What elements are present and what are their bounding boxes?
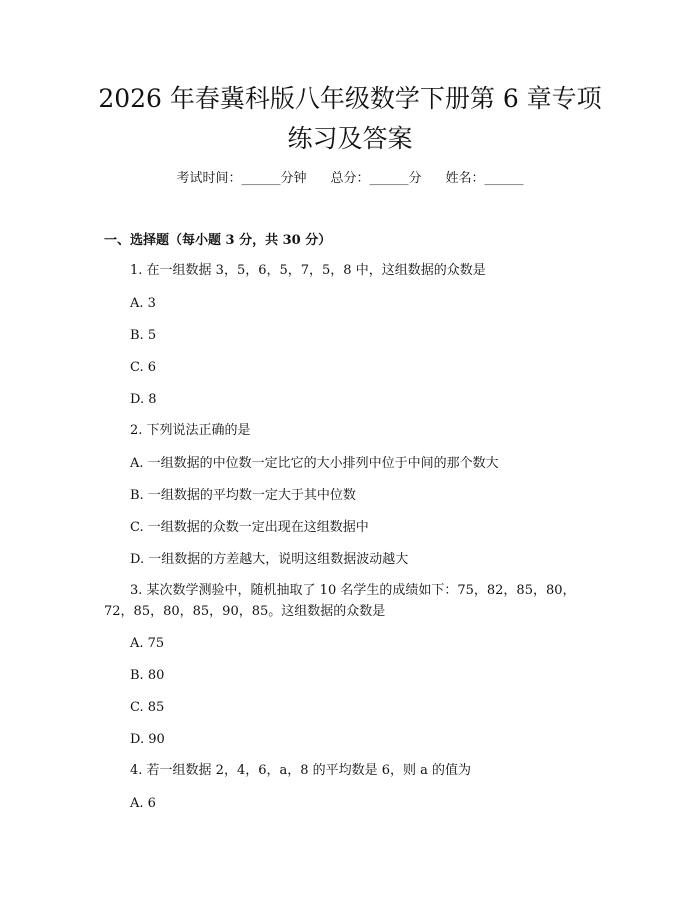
- exam-info: [0, 169, 700, 189]
- question-1-option-c: C. 6: [130, 360, 157, 375]
- question-4-option-a: A. 6: [130, 796, 156, 811]
- question-2-option-b: B. 一组数据的平均数一定大于其中位数: [130, 488, 356, 503]
- question-3-stem-line-1: 3. 某次数学测验中，随机抽取了 10 名学生的成绩如下：75，82，85，80，: [130, 583, 576, 598]
- question-3-option-b: B. 80: [130, 668, 165, 683]
- question-3-option-c: C. 85: [130, 700, 165, 715]
- question-2-option-d: D. 一组数据的方差越大，说明这组数据波动越大: [130, 552, 409, 567]
- question-1-option-d: D. 8: [130, 392, 157, 407]
- question-1-stem: 1. 在一组数据 3，5，6，5，7，5，8 中，这组数据的众数是: [130, 263, 486, 278]
- question-2-option-c: C. 一组数据的众数一定出现在这组数据中: [130, 520, 369, 535]
- question-3-option-a: A. 75: [130, 636, 165, 651]
- question-2-option-a: A. 一组数据的中位数一定比它的大小排列中位于中间的那个数大: [130, 456, 499, 471]
- document-title-line-2: 练习及答案: [287, 124, 413, 153]
- question-1-option-b: B. 5: [130, 328, 157, 343]
- section-title: 一、选择题（每小题 3 分，共 30 分）: [104, 233, 332, 248]
- question-3-stem-line-2: 72，85，80，85，90，85。这组数据的众数是: [104, 604, 386, 619]
- question-1-option-a: A. 3: [130, 296, 156, 311]
- question-4-stem: 4. 若一组数据 2，4，6，a，8 的平均数是 6，则 a 的值为: [130, 763, 472, 778]
- question-3-option-d: D. 90: [130, 732, 165, 747]
- total-score-field: 总分：______分: [330, 171, 422, 186]
- question-2-stem: 2. 下列说法正确的是: [130, 423, 251, 438]
- student-name-field: 姓名：______: [445, 171, 524, 186]
- exam-time-field: 考试时间：______分钟: [176, 171, 307, 186]
- document-title-line-1: 2026 年春冀科版八年级数学下册第 6 章专项: [98, 84, 602, 113]
